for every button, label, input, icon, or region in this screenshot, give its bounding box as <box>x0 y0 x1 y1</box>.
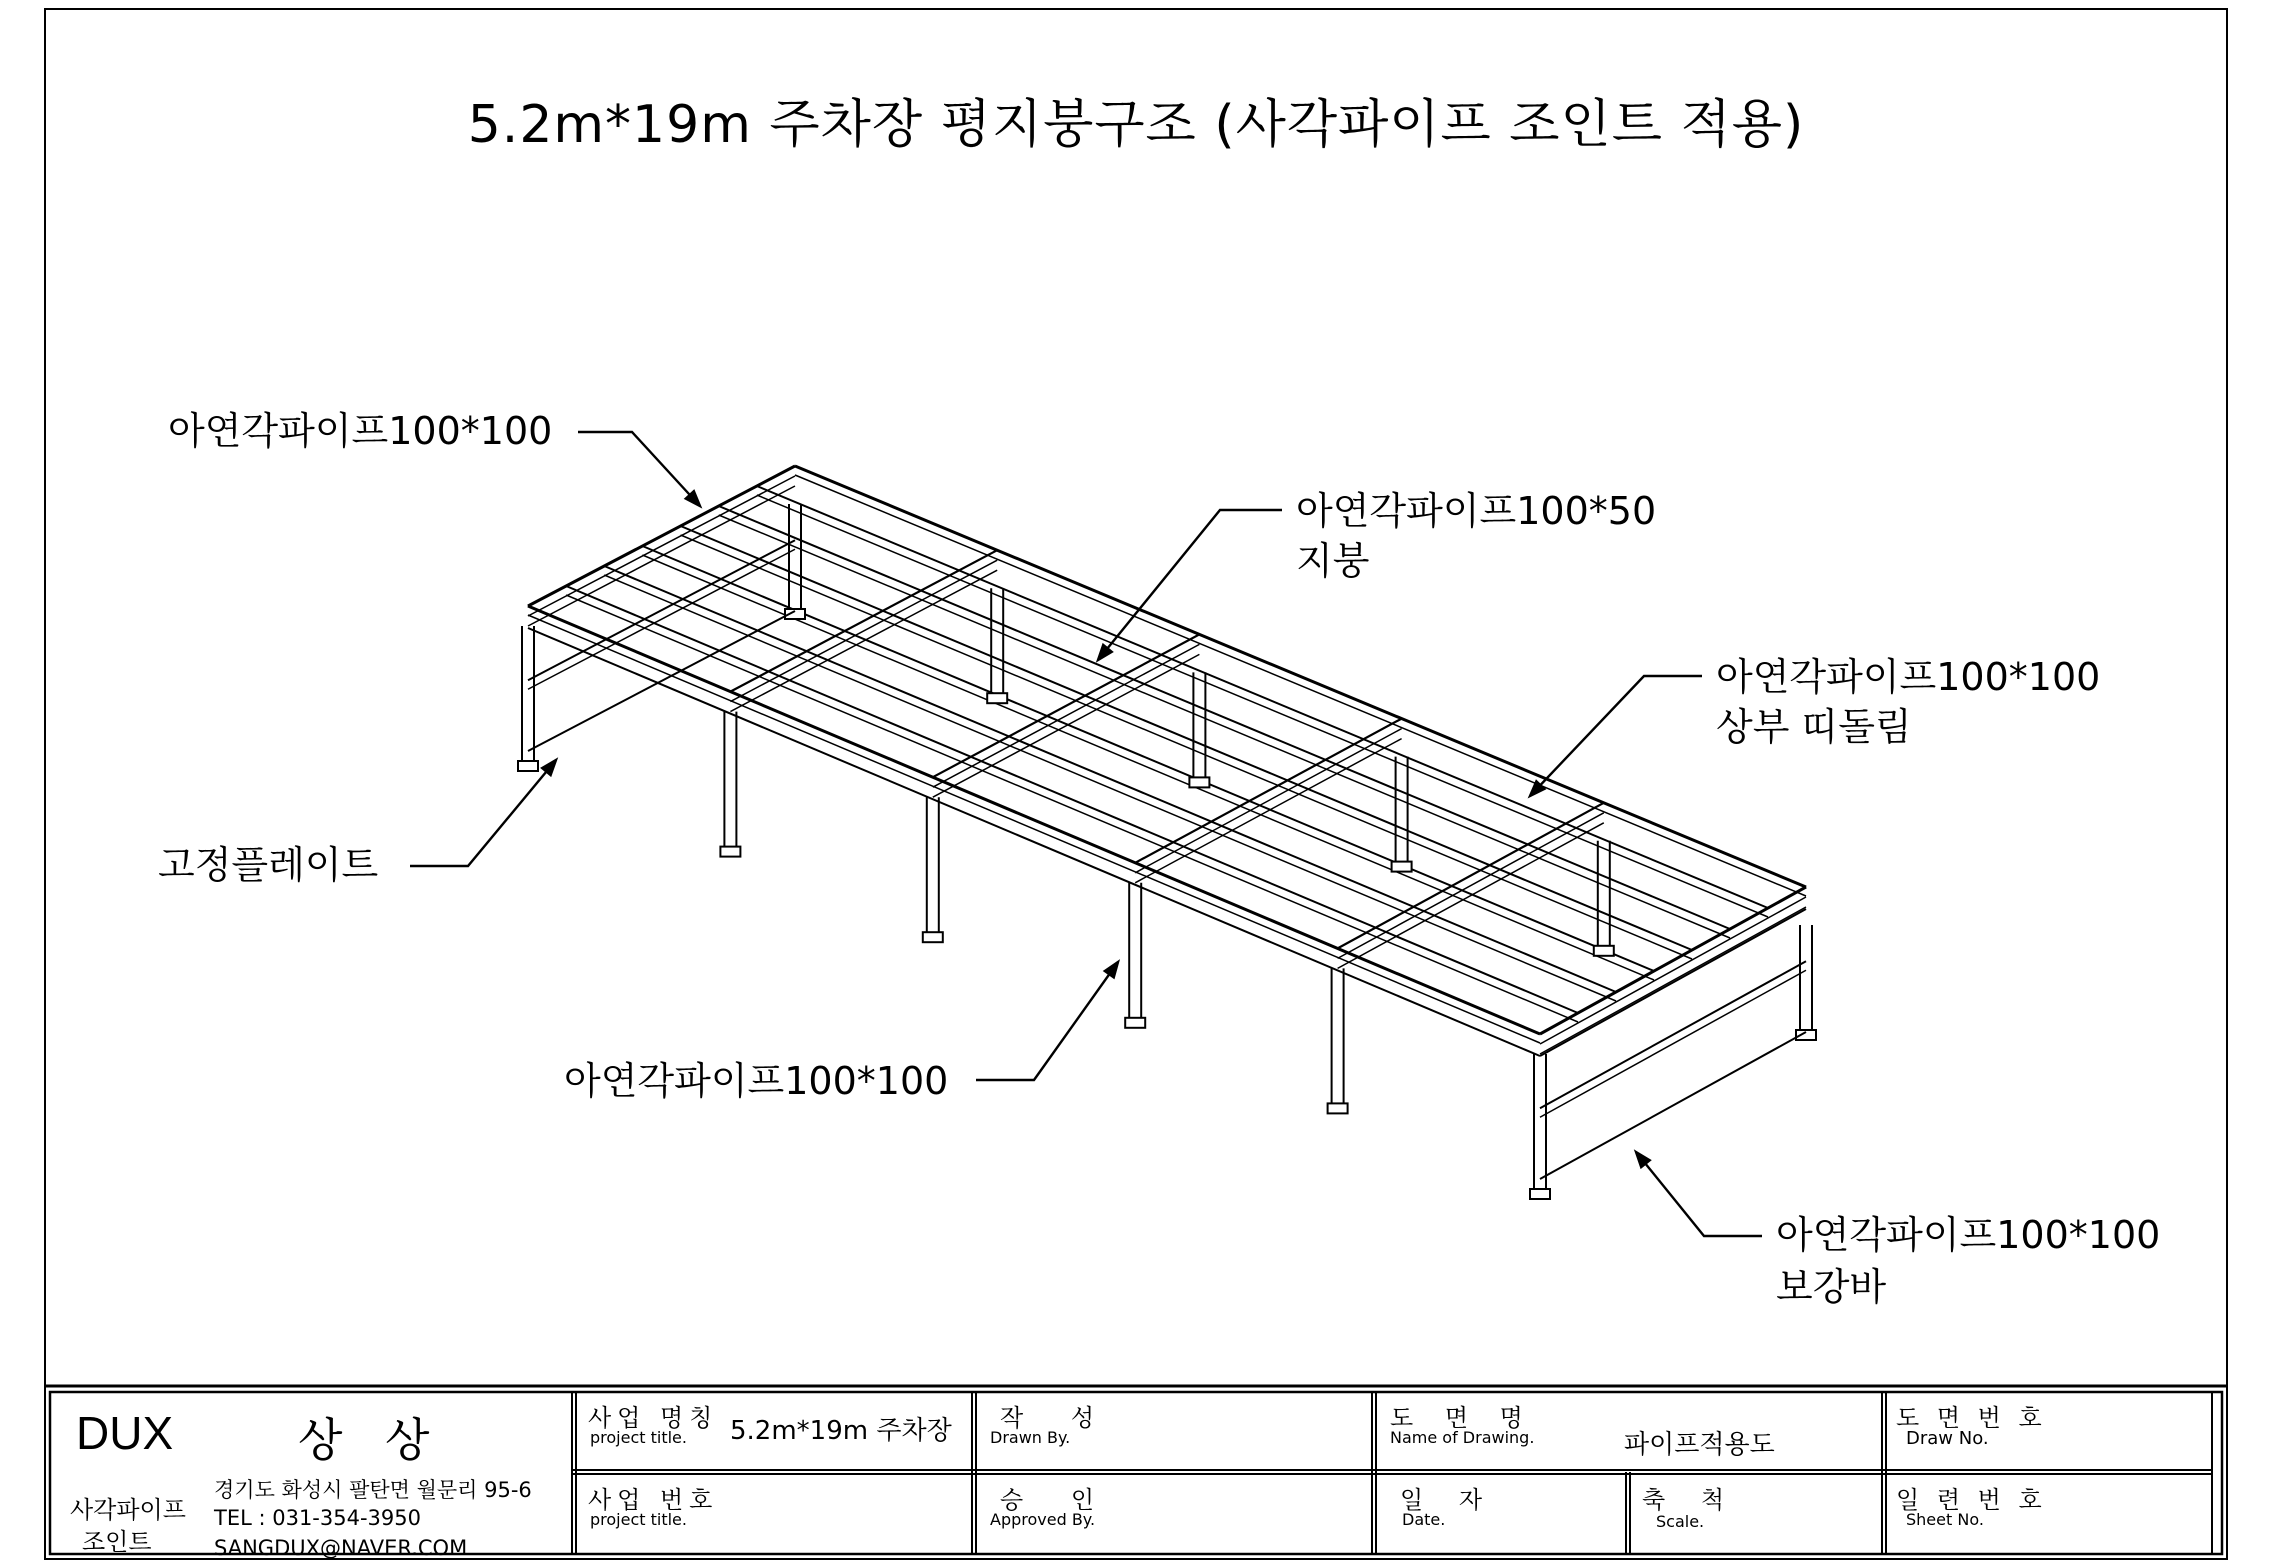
roof-purlin <box>719 506 1730 929</box>
scale-label-en: Scale. <box>1656 1512 1705 1531</box>
fixing-plate <box>1530 1189 1550 1199</box>
company-logo-text: DUX <box>76 1407 174 1459</box>
date-label-en: Date. <box>1402 1510 1446 1529</box>
cross-beam <box>1135 729 1401 873</box>
cross-beam <box>1540 907 1806 1054</box>
sheet-no-label: 일 련 번 호 <box>1896 1486 2047 1514</box>
leader-line <box>1636 1152 1762 1236</box>
fixing-plate <box>720 847 740 857</box>
company-name: 상 상 <box>298 1413 444 1467</box>
cross-beam <box>730 550 997 691</box>
company-address: 경기도 화성시 팔탄면 월문리 95-6 <box>214 1478 532 1502</box>
callout-roof-label: 지붕 <box>1296 539 1370 583</box>
fixing-plate <box>1189 777 1209 787</box>
drawing-name-value: 파이프적용도 <box>1624 1430 1775 1460</box>
callout-roof-pipe: 아연각파이프100*50 <box>1296 489 1657 533</box>
roof-purlin <box>719 515 1730 938</box>
drawing-name-label-en: Name of Drawing. <box>1390 1428 1535 1447</box>
cross-beam <box>1338 803 1604 949</box>
leader-line <box>976 962 1118 1080</box>
brace-bar <box>1540 970 1806 1117</box>
roof-purlin <box>604 575 1616 1001</box>
roof-purlin <box>757 486 1768 908</box>
project-name-label: 사업 명칭 <box>588 1404 719 1432</box>
ring-beam <box>528 606 1540 1034</box>
cross-beam <box>933 644 1200 787</box>
cross-beam <box>528 486 795 626</box>
drawn-by-label: 작 성 <box>1000 1404 1114 1432</box>
fixing-plate <box>1125 1018 1145 1028</box>
drawing-title: 5.2m*19m 주차장 평지붕구조 (사각파이프 조인트 적용) <box>467 95 1805 155</box>
project-name-label-en: project title. <box>590 1428 687 1447</box>
fixing-plate <box>1328 1103 1348 1113</box>
scale-label: 축 척 <box>1642 1486 1738 1514</box>
roof-purlin <box>566 595 1578 1022</box>
approved-by-label: 승 인 <box>1000 1486 1114 1514</box>
fixing-plate <box>1392 862 1412 872</box>
callout-corner-pipe: 아연각파이프100*100 <box>168 409 553 453</box>
drawn-by-label-en: Drawn By. <box>990 1428 1071 1447</box>
fixing-plate <box>987 693 1007 703</box>
cross-beam <box>1135 719 1401 863</box>
leader-line <box>1530 676 1702 796</box>
fixing-plate <box>923 932 943 942</box>
leader-line <box>410 760 556 866</box>
cross-beam <box>528 476 795 616</box>
project-no-label-en: project title. <box>590 1510 687 1529</box>
leader-line <box>1098 510 1282 660</box>
callout-brace-label: 보강바 <box>1776 1265 1887 1309</box>
fixing-plate <box>518 761 538 771</box>
callout-column-pipe: 아연각파이프100*100 <box>564 1059 949 1103</box>
callout-ring-label: 상부 띠돌림 <box>1716 705 1912 749</box>
draw-no-label-en: Draw No. <box>1906 1428 1989 1449</box>
draw-no-label: 도 면 번 호 <box>1896 1404 2047 1432</box>
drawing-name-label: 도 면 명 <box>1390 1404 1535 1432</box>
roof-purlin <box>566 586 1578 1013</box>
date-label: 일 자 <box>1400 1486 1496 1514</box>
sheet-no-label-en: Sheet No. <box>1906 1510 1984 1529</box>
roof-purlin <box>528 615 1540 1043</box>
leader-lines <box>410 432 1762 1236</box>
cross-beam <box>933 634 1200 777</box>
roof-purlin <box>681 535 1692 959</box>
brace-bar <box>1540 1032 1806 1179</box>
company-email: SANGDUX@NAVER.COM <box>214 1536 468 1560</box>
title-block <box>44 1384 2228 1560</box>
cross-beam <box>730 560 997 701</box>
callout-brace-pipe: 아연각파이프100*100 <box>1776 1213 2161 1257</box>
brace-bar <box>528 549 795 689</box>
callout-ring-pipe: 아연각파이프100*100 <box>1716 655 2101 699</box>
cross-beam <box>1338 813 1604 959</box>
leader-line <box>578 432 700 506</box>
leader-arrowhead <box>1105 962 1118 977</box>
fixing-plate <box>1594 946 1614 956</box>
approved-by-label-en: Approved By. <box>990 1510 1096 1529</box>
ring-beam <box>528 466 795 606</box>
callout-fixing-plate: 고정플레이트 <box>158 843 379 887</box>
product-line-1: 사각파이프 <box>70 1496 186 1524</box>
company-tel: TEL : 031-354-3950 <box>214 1506 421 1530</box>
roof-purlin <box>604 566 1616 992</box>
cross-beam <box>1540 897 1806 1044</box>
project-no-label: 사업 번호 <box>588 1486 719 1514</box>
ring-beam <box>528 628 1540 1056</box>
brace-bar <box>528 540 795 680</box>
roof-purlin <box>681 526 1692 950</box>
ring-beam <box>1540 887 1806 1034</box>
project-name-value: 5.2m*19m 주차장 <box>730 1416 952 1446</box>
product-line-2: 조인트 <box>82 1528 152 1556</box>
